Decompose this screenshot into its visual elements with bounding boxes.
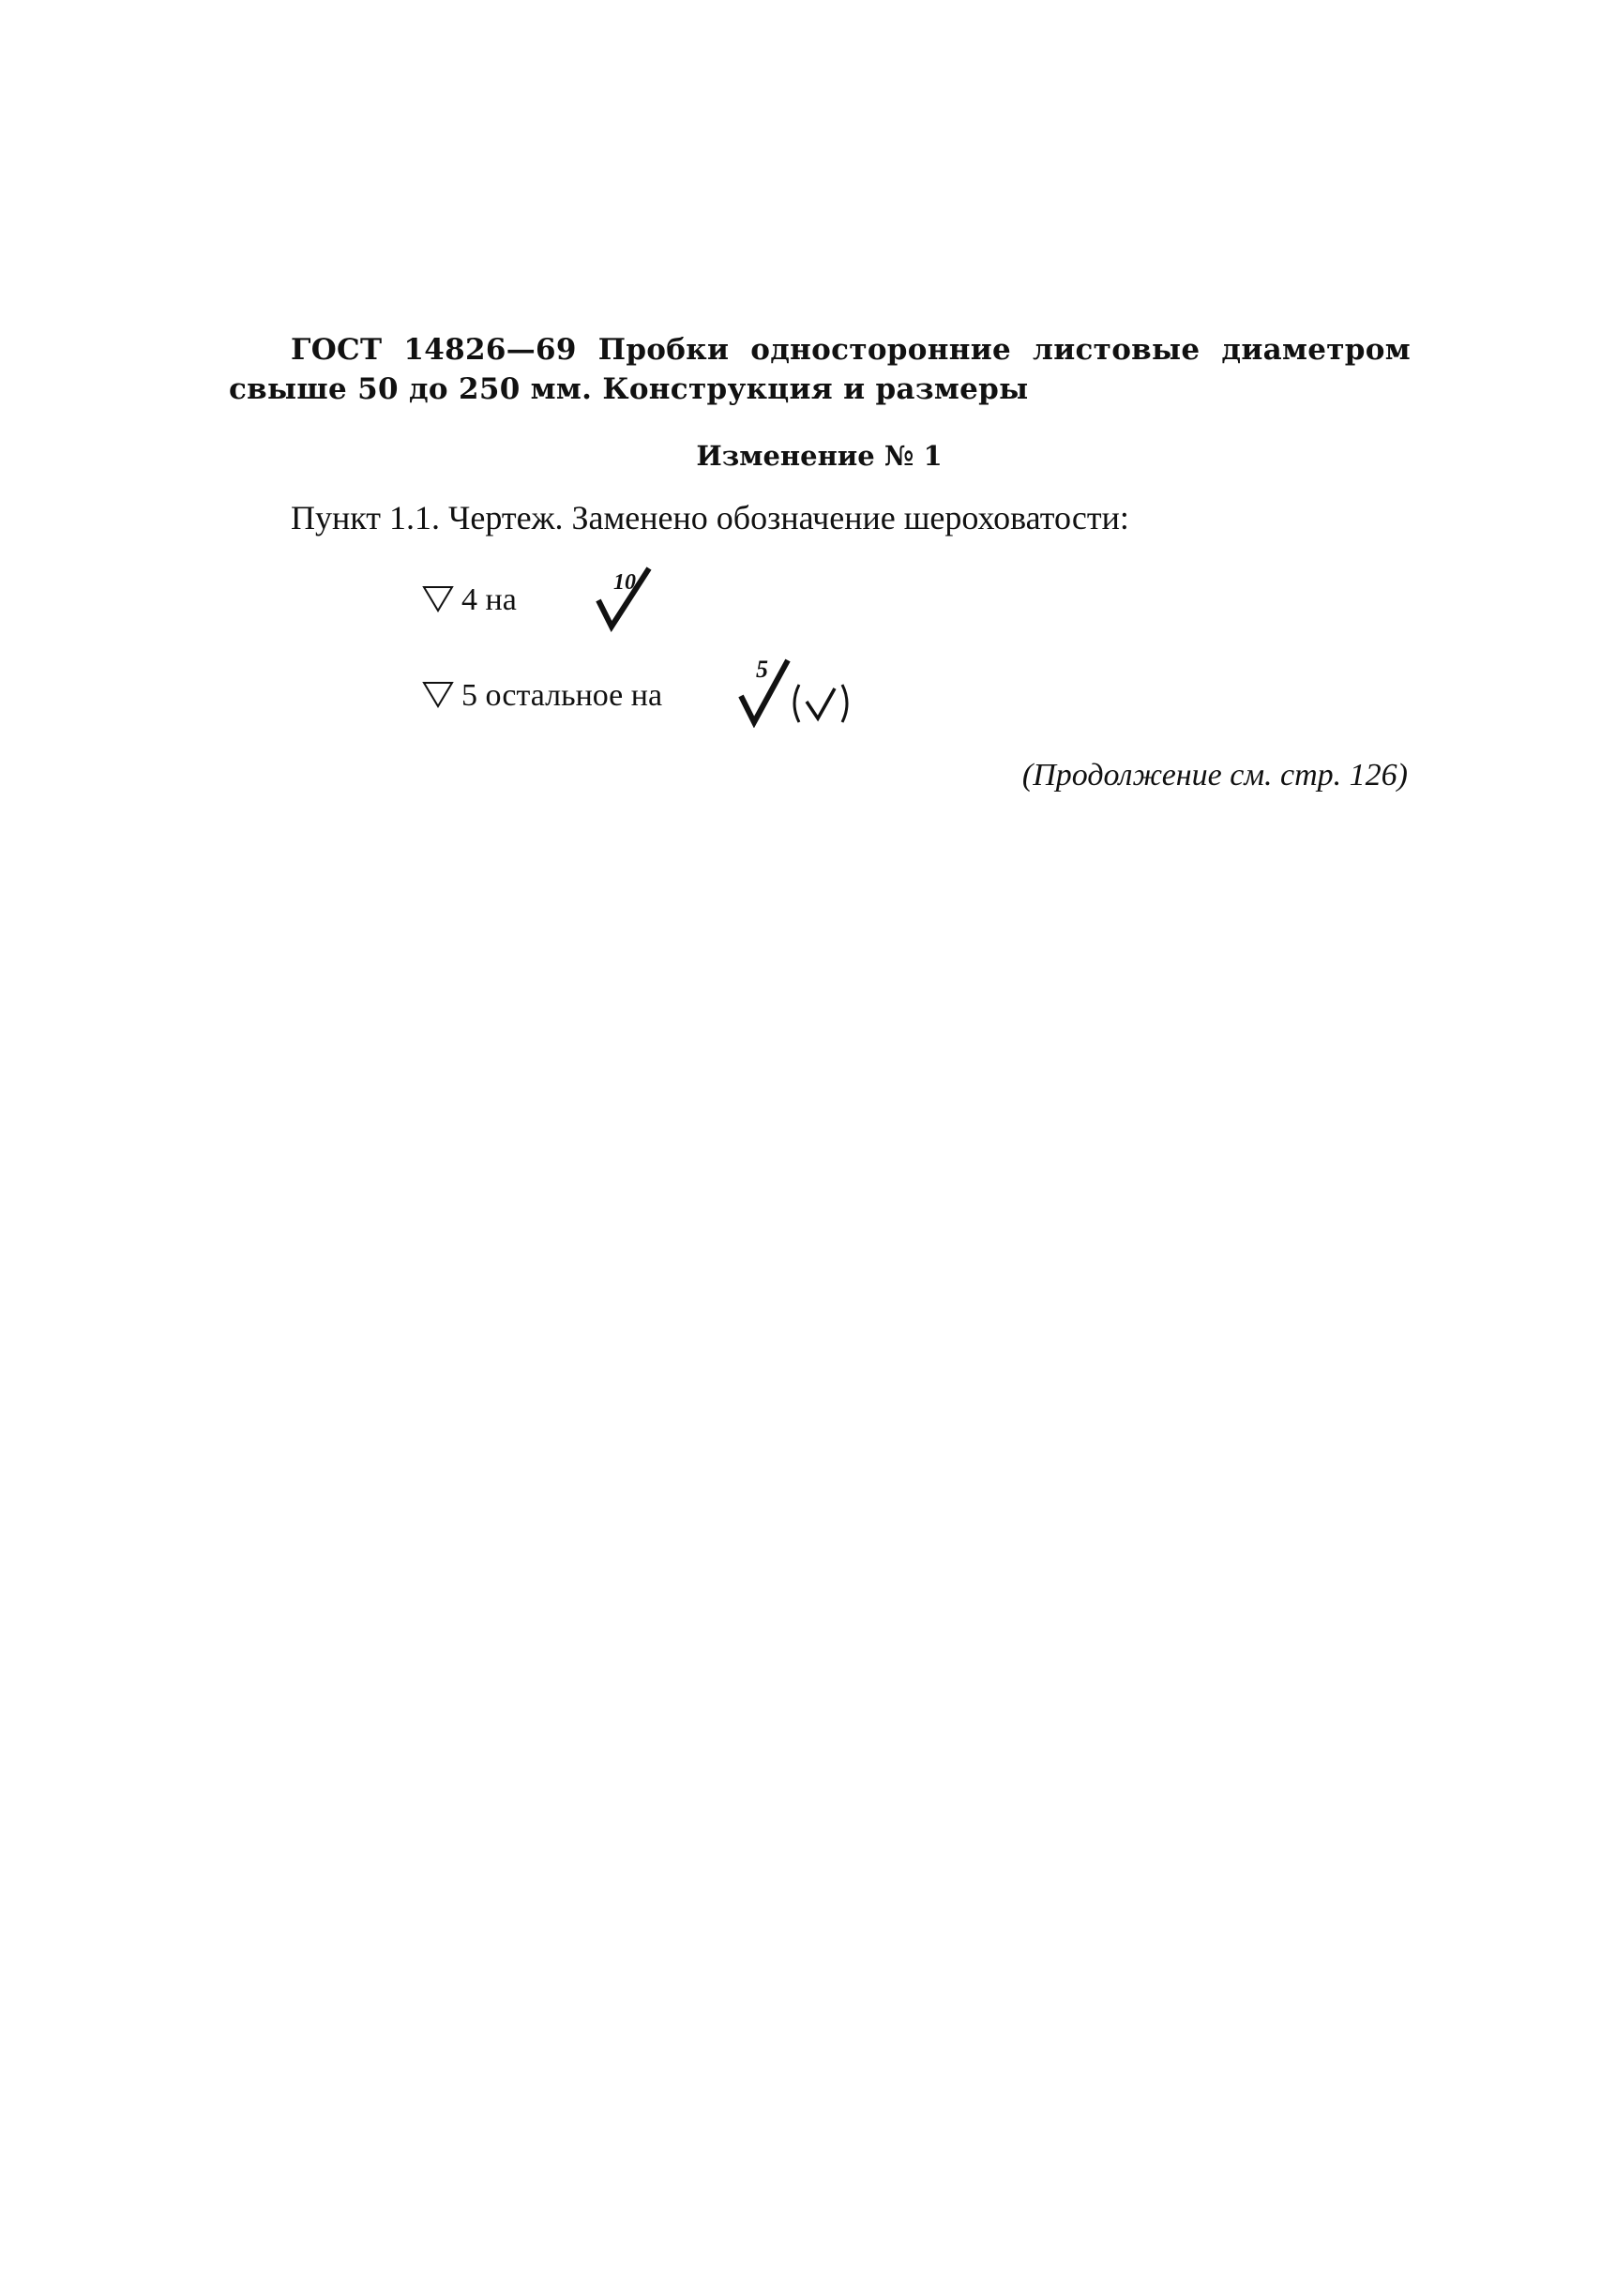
continuation-note: (Продолжение см. стр. 126) <box>1021 758 1408 793</box>
replacement-from-text: 4 на <box>461 582 517 617</box>
amendment-heading: Изменение № 1 <box>696 440 943 472</box>
replacement-row-2 <box>422 677 662 715</box>
roughness-symbol-5 <box>737 653 861 733</box>
roughness-value: 10 <box>613 570 636 595</box>
roughness-check-icon <box>595 566 655 632</box>
old-roughness-triangle-icon <box>422 681 454 709</box>
replacement-from-text: 5 остальное на <box>461 678 663 713</box>
roughness-check-with-bracket-icon <box>737 653 861 728</box>
roughness-value: 5 <box>756 656 768 683</box>
old-roughness-triangle-icon <box>422 585 454 613</box>
amendment-paragraph: Пункт 1.1. Чертеж. Заменено обозначение шероховатости: <box>291 499 1129 536</box>
roughness-symbol-10 <box>595 566 655 637</box>
replacement-row-1 <box>422 582 517 619</box>
document-title: ГОСТ 14826—69 Пробки односторонние листовые диаметром свыше 50 до 250 мм. Конструкция и размеры <box>229 333 1411 406</box>
